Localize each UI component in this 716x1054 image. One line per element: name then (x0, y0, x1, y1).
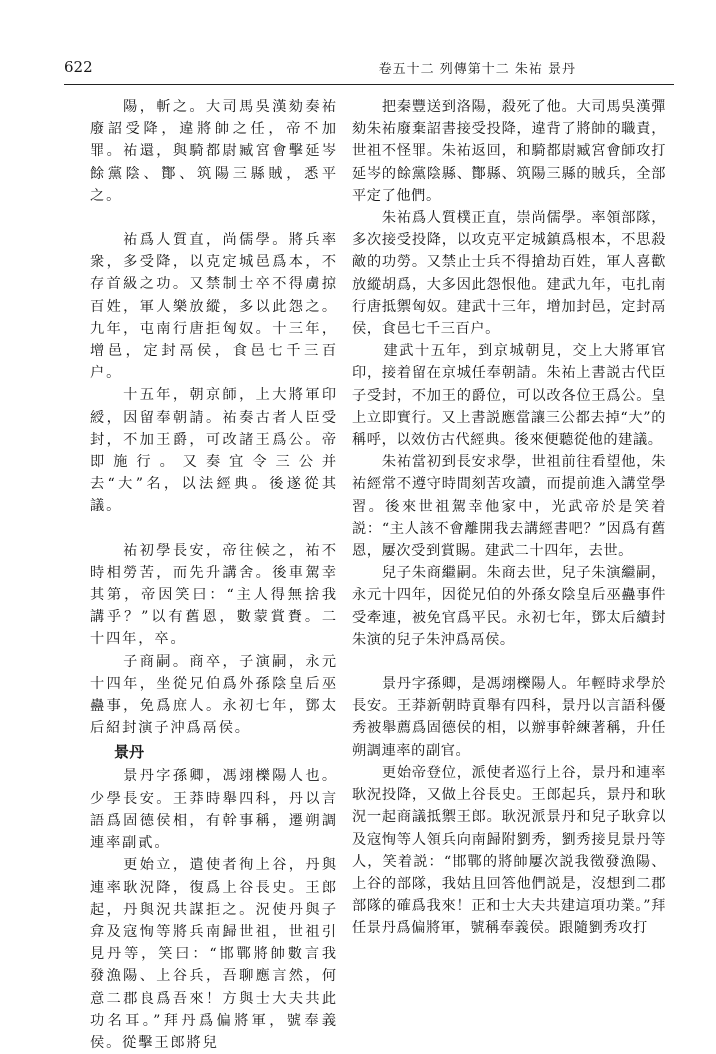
section-heading: 景丹 (114, 743, 145, 762)
classical-paragraph-5: 子商嗣。商卒，子演嗣，永元十四年，坐從兄伯爲外孫陰皇后巫蠱事，免爲庶人。永初七年，鄧太后紹封演子沖爲鬲侯。 (90, 653, 338, 737)
classical-paragraph-4: 祐初學長安，帝往候之，祐不時相勞苦，而先升講舍。後車駕幸其第，帝因笑曰：“主人得無捨我講乎？”以有舊恩，數蒙賞賚。二十四年，卒。 (90, 542, 338, 648)
translation-paragraph-2: 朱祐爲人質樸正直，崇尚儒學。率領部隊，多次接受投降，以攻克平定城鎮爲根本，不思殺敵的功勞。又禁止士兵不得搶劫百姓，軍人喜歡放縱胡爲，大多因此怨恨他。建武九年，屯扎南行唐抵禦匈奴。建武十三年，增加封邑，定封鬲侯，食邑七千三百户。 (352, 210, 666, 338)
translation-paragraph-7: 更始帝登位，派使者巡行上谷，景丹和連率耿況投降，又做上谷長史。王郎起兵，景丹和耿況一起商議抵禦王郎。耿況派景丹和兒子耿弇以及寇恂等人領兵向南歸附劉秀，劉秀接見景丹等人，笑着説：“邯鄲的將帥屢次説我徵發漁陽、上谷的部隊，我姑且回答他們説是，沒想到二郡部隊的確爲我來！正和士大夫共建這項功業。”拜任景丹爲偏將軍，號稱奉義侯。跟隨劉秀攻打 (352, 764, 666, 937)
classical-paragraph-2: 祐爲人質直，尚儒學。將兵率衆，多受降，以克定城邑爲本，不存首級之功。又禁制士卒不得虜掠百姓，軍人樂放縱，多以此怨之。九年，屯南行唐拒匈奴。十三年，增邑，定封鬲侯，食邑七千三百户。 (90, 232, 338, 382)
page-header (64, 56, 664, 82)
translation-column (352, 96, 666, 940)
classical-paragraph-3: 十五年，朝京師，上大將軍印綬，因留奉朝請。祐奏古者人臣受封，不加王爵，可改諸王爲公。帝即施行。又奏宜令三公并去“大”名，以法經典。後遂從其議。 (90, 387, 338, 515)
translation-paragraph-3: 建武十五年，到京城朝見，交上大將軍官印，接着留在京城任奉朝請。朱祐上書説古代臣子受封，不加王的爵位，可以改各位王爲公。皇上立即實行。又上書説應當讓三公都去掉“大”的稱呼，以效仿古代經典。後來便聽從他的建議。 (352, 343, 666, 449)
classical-paragraph-1: 陽，斬之。大司馬吳漢劾奏祐廢詔受降，違將帥之任，帝不加罪。祐還，與騎都尉臧宮會擊延岑餘黨陰、酇、筑陽三縣賊，悉平之。 (90, 99, 338, 204)
running-title: 卷五十二 列傳第十二 朱祐 景丹 (378, 62, 576, 77)
translation-paragraph-6: 景丹字孫卿，是馮翊櫟陽人。年輕時求學於長安。王莽新朝時貢舉有四科，景丹以言語科優秀被舉薦爲固德侯的相，以辦事幹練著稱，升任朔調連率的副官。 (352, 676, 666, 759)
page-number: 622 (64, 58, 93, 76)
classical-paragraph-6: 景丹字孫卿，馮翊櫟陽人也。少學長安。王莽時舉四科，丹以言語爲固德侯相，有幹事稱，遷朔調連率副貳。 (90, 768, 338, 852)
header-rule (64, 84, 674, 85)
classical-paragraph-7: 更始立，遣使者徇上谷，丹與連率耿況降，復爲上谷長史。王郎起，丹與況共謀拒之。況使丹與子弇及寇恂等將兵南歸世祖，世祖引見丹等，笑曰：“邯鄲將帥數言我發漁陽、上谷兵，吾聊應言然，何意二郡良爲吾來！方與士大夫共此功名耳。”拜丹爲偏將軍，號奉義侯。從擊王郎將兒 (90, 857, 338, 1051)
translation-paragraph-4: 朱祐當初到長安求學，世祖前往看望他，朱祐經常不遵守時間刻苦攻讀，而提前進入講堂學習。後來世祖駕幸他家中，光武帝於是笑着説：“主人該不會離開我去講經書吧？”因爲有舊恩，屢次受到賞賜。建武二十四年，去世。 (352, 454, 666, 560)
translation-paragraph-5: 兒子朱商繼嗣。朱商去世，兒子朱演繼嗣，永元十四年，因從兄伯的外孫女陰皇后巫蠱事件受牽連，被免官爲平民。永初七年，鄧太后續封朱演的兒子朱沖爲鬲侯。 (352, 565, 666, 648)
classical-text-column (90, 96, 338, 1054)
translation-paragraph-1: 把秦豐送到洛陽，殺死了他。大司馬吳漢彈劾朱祐廢棄詔書接受投降，違背了將帥的職責，世祖不怪罪。朱祐返回，和騎都尉臧宮會師攻打延岑的餘黨陰縣、酇縣、筑陽三縣的賊兵，全部平定了他們。 (352, 99, 666, 204)
